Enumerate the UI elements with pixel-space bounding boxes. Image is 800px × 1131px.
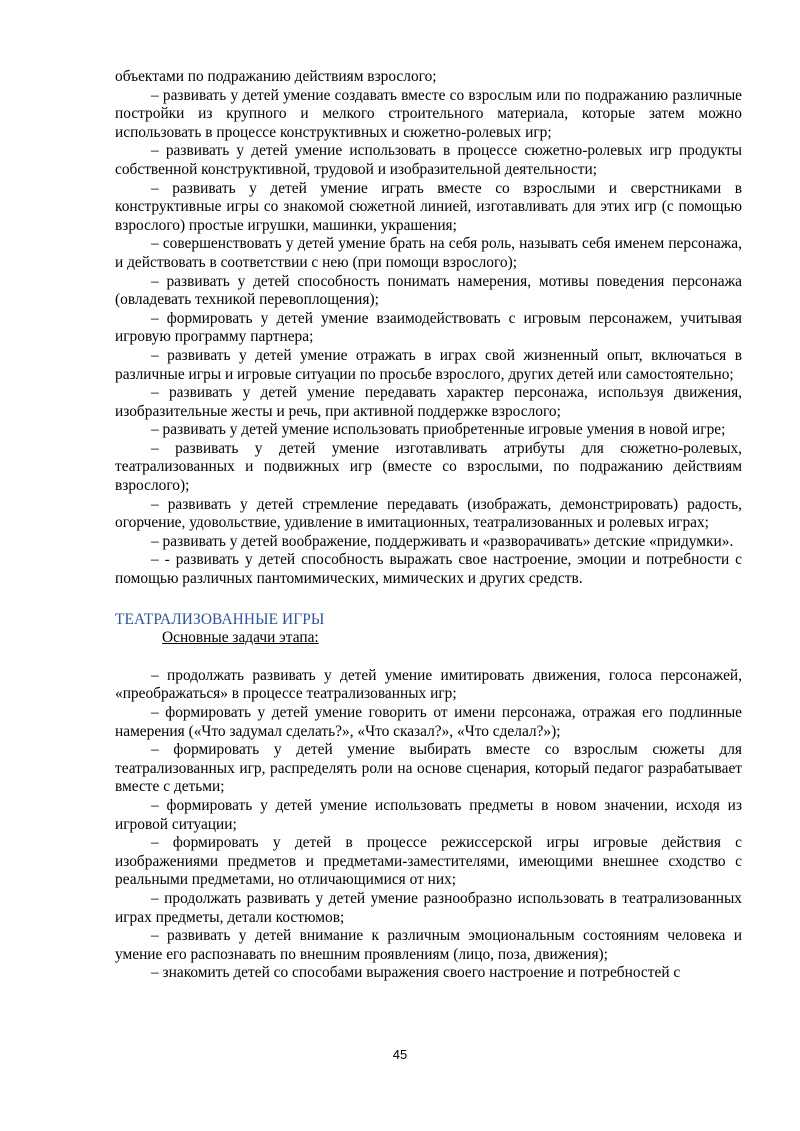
paragraph: – развивать у детей способность понимать намерения, мотивы поведения персонажа (овладевать техникой перевоплощения); (115, 272, 742, 309)
paragraph: – продолжать развивать у детей умение разнообразно использовать в театрализованных играх предметы, детали костюмов; (115, 889, 742, 926)
paragraph: – формировать у детей умение говорить от имени персонажа, отражая его подлинные намерения («Что задумал сделать?», «Что сказал?», «Что сделал?»); (115, 704, 742, 740)
paragraph: – развивать у детей умение использовать приобретенные игровые умения в новой игре; (151, 421, 726, 439)
section-spacer (115, 589, 742, 611)
page-number: 45 (392, 1047, 408, 1062)
paragraph: – - развивать у детей способность выражать свое настроение, эмоции и потребности с помощью различных пантомимических, мимических и других средств. (115, 551, 742, 588)
paragraph: – развивать у детей умение изготавливать атрибуты для сюжетно-ролевых, театрализованных и подвижных игр (вместе со взрослыми, по подражанию действиям взрослого); (115, 439, 742, 495)
paragraph: – совершенствовать у детей умение брать на себя роль, называть себя именем персонажа, и действовать в соответствии с нею (при помощи взрослого); (115, 235, 742, 271)
paragraph: – формировать у детей умение взаимодействовать с игровым персонажем, учитывая игровую программу партнера; (115, 309, 742, 346)
paragraph: объектами по подражанию действиям взрослого; (115, 68, 437, 85)
paragraph: – развивать у детей внимание к различным эмоциональным состояниям человека и умение его распознавать по внешним проявлениям (лицо, поза, движения); (115, 927, 742, 963)
section-heading: ТЕАТРАЛИЗОВАННЫЕ ИГРЫ (115, 610, 325, 628)
page-body (115, 68, 742, 983)
paragraph: – продолжать развивать у детей умение имитировать движения, голоса персонажей, «преображаться» в процессе театрализованных игр; (115, 666, 742, 703)
paragraph: – знакомить детей со способами выражения своего настроение и потребностей с (151, 964, 681, 982)
paragraph: – формировать у детей умение выбирать вместе со взрослым сюжеты для театрализованных игр, распределять роли на основе сценария, который педагог разрабатывает вместе с детьми; (115, 741, 742, 796)
paragraph: – формировать у детей умение использовать предметы в новом значении, исходя из игровой ситуации; (115, 796, 742, 833)
paragraph: – развивать у детей умение использовать в процессе сюжетно-ролевых игр продукты собственной конструктивной, трудовой и изобразительной деятельности; (115, 142, 742, 178)
paragraph: – развивать у детей умение играть вместе со взрослыми и сверстниками в конструктивные игры со знакомой сюжетной линией, изготавливать для этих игр (с помощью взрослого) простые игрушки, машинки, украшения; (115, 179, 742, 234)
paragraph: – развивать у детей воображение, поддерживать и «разворачивать» детские «придумки». (151, 532, 734, 550)
paragraph: – развивать у детей стремление передавать (изображать, демонстрировать) радость, огорчение, удовольствие, удивление в имитационных, театрализованных и ролевых играх; (115, 495, 742, 532)
paragraph: – формировать у детей в процессе режиссерской игры игровые действия с изображениями предметов и предметами-заместителями, имеющими внешнее сходство с реальными предметами, но отличающимися от них; (115, 834, 742, 889)
paragraph: – развивать у детей умение создавать вместе со взрослым или по подражанию различные постройки из крупного и мелкого строительного материала, которые затем можно использовать в процессе конструктивных и сюжетно-ролевых игр; (115, 86, 742, 141)
section-subheading: Основные задачи этапа: (162, 629, 319, 647)
subheading-spacer (115, 648, 742, 667)
paragraph: – развивать у детей умение передавать характер персонажа, используя движения, изобразительные жесты и речь, при активной поддержке взрослого; (115, 384, 742, 420)
paragraph: – развивать у детей умение отражать в играх свой жизненный опыт, включаться в различные игры и игровые ситуации по просьбе взрослого, других детей или самостоятельно; (115, 346, 742, 383)
